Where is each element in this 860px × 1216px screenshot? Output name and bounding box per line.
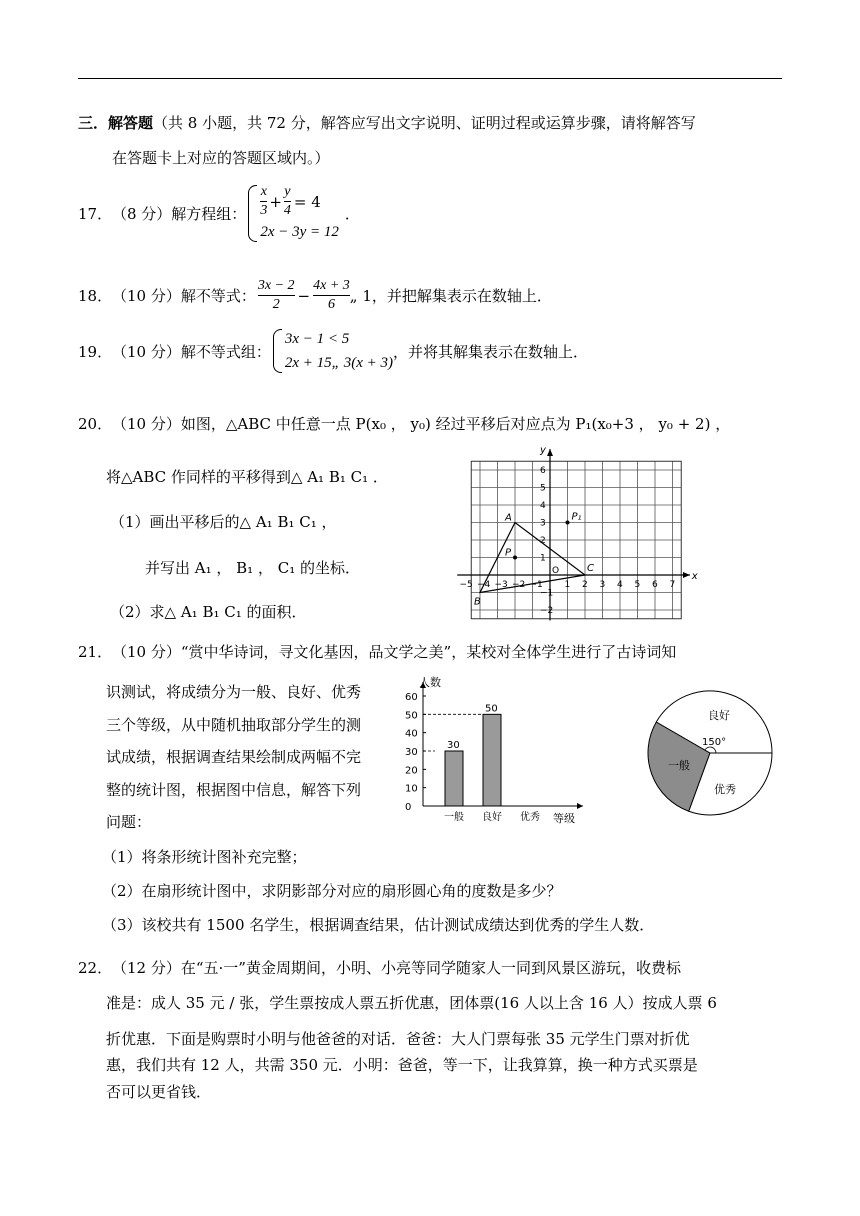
q21-para-line: 试成绩，根据调查结果绘制成两幅不完	[106, 748, 362, 766]
y-tick-label: −1	[540, 588, 554, 599]
point-dot	[566, 521, 570, 525]
grid-axes	[457, 445, 698, 621]
bar-category-label: 一般	[444, 812, 464, 823]
point-label: C	[587, 563, 594, 574]
section-desc: （共 8 小题，共 72 分，解答应写出文字说明、证明过程或运算步骤，请将解答写	[153, 114, 696, 132]
section-title: 三．解答题	[78, 114, 154, 132]
y-tick-label: 6	[540, 466, 546, 476]
q19-ineq2: 2x + 15„ 3(x + 3)	[284, 355, 394, 371]
q22-line: 准是：成人 35 元 / 张，学生票按成人票五折优惠，团体票(16 人以上含 16 人）按成人票 6	[106, 994, 717, 1012]
bar-y-tick-label: 40	[405, 728, 418, 740]
bar-y-tick-label: 60	[405, 692, 418, 703]
x-tick-label: 2	[582, 580, 588, 590]
q17-text: （8 分）解方程组：	[112, 205, 247, 223]
q20-sub2: （2）求△ A₁ B₁ C₁ 的面积．	[110, 603, 307, 621]
bar	[445, 751, 463, 806]
bar-xlabel: 等级	[553, 812, 575, 825]
q21-para-line: 三个等级，从中随机抽取部分学生的测	[106, 715, 362, 734]
bar	[483, 714, 501, 806]
q17-end: ．	[344, 205, 360, 223]
coordinate-grid	[455, 440, 715, 616]
q21-para-line: 整的统计图，根据图中信息，解答下列	[106, 780, 362, 799]
x-tick-label: 5	[634, 580, 641, 590]
q17-system: $\frac{x}{3}$ + $\frac{y}{4}$ = 4 2x − 3y = 12	[246, 183, 339, 244]
q22-number: 22．	[78, 959, 113, 977]
bar-chart	[395, 670, 595, 830]
y-tick-label: 5	[540, 483, 546, 494]
q21-number: 21．	[78, 643, 113, 661]
q19-system	[271, 327, 393, 375]
y-tick-label: 2	[540, 536, 546, 546]
q17-eq2: 2x − 3y = 12	[260, 224, 339, 240]
pie-label-general: 一般	[668, 759, 690, 772]
triangle-abc	[474, 512, 594, 608]
q21-para-line: 问题：	[106, 813, 152, 831]
y-axis-label: y	[540, 444, 546, 456]
x-tick-label: −2	[512, 580, 526, 590]
x-axis-label: x	[691, 571, 698, 582]
q18-frac2-num: 4x + 3	[313, 277, 350, 296]
bar-chart-ticks	[405, 692, 483, 813]
x-tick-label: 1	[564, 580, 571, 590]
bar-y-tick-label: 0	[405, 802, 412, 813]
bar-y-tick-label: 50	[405, 710, 418, 722]
q22-line: 惠，我们共有 12 人，共需 350 元．小明：爸爸，等一下，让我算算，换一种方式买票是	[106, 1056, 698, 1074]
q18-relation: „ 1	[349, 286, 372, 305]
q18-frac1-num: 3x − 2	[258, 277, 295, 296]
question-19	[78, 327, 588, 375]
x-tick-label: 7	[669, 580, 676, 590]
x-tick-label: −5	[459, 580, 473, 590]
q17-number: 17．	[78, 205, 113, 223]
x-tick-label: 4	[617, 580, 623, 590]
q20-number: 20．	[78, 415, 113, 433]
question-22	[78, 957, 681, 978]
q17-frac2-den: 4	[283, 203, 291, 218]
bar-x-arrow	[577, 803, 583, 809]
y-tick-label: 3	[540, 518, 546, 529]
q18-frac2-den: 6	[327, 297, 335, 312]
q17-frac2-num: y	[284, 183, 291, 202]
q18-text: （10 分）解不等式：	[112, 287, 256, 305]
y-tick-label: 1	[540, 553, 546, 564]
q21-para-line: 识测试，将成绩分为一般、良好、优秀	[106, 683, 362, 701]
top-rule	[78, 78, 782, 79]
x-axis-arrow	[683, 572, 690, 578]
point-dot	[513, 556, 517, 560]
bar-category-label: 良好	[482, 812, 502, 823]
pie-angle-label: 150°	[702, 737, 727, 748]
q20-sub1: （1）画出平移后的△ A₁ B₁ C₁ ，	[110, 513, 337, 531]
q19-number: 19．	[78, 342, 113, 361]
pie-label-good: 良好	[708, 709, 730, 722]
bar-data-label: 50	[485, 703, 498, 715]
point-label: P₁	[571, 511, 582, 523]
q19-ineq1: 3x − 1 < 5	[284, 331, 350, 347]
x-tick-label: −1	[529, 580, 543, 590]
q20-line1: （10 分）如图，△ABC 中任意一点 P(x₀ ， y₀) 经过平移后对应点为 P₁(x₀+3 ， y₀ + 2) ，	[112, 415, 731, 433]
bar-chart-bars	[444, 703, 540, 823]
q20-sub1b: 并写出 A₁ ， B₁ ， C₁ 的坐标．	[145, 559, 360, 577]
y-tick-label: −2	[540, 606, 554, 616]
y-tick-label: 4	[540, 501, 546, 511]
question-18: 18． （10 分）解不等式： $\frac{3x - 2}{2}$ − $\frac{4x + 3}{6}$ „ 1 ，并把解集表示在数轴上．	[78, 278, 552, 312]
pie-chart	[640, 685, 780, 825]
y-axis-arrow	[547, 449, 553, 456]
q21-sub3: （3）该校共有 1500 名学生，根据调查结果，估计测试成绩达到优秀的学生人数．	[102, 916, 655, 934]
q21-paragraph	[106, 676, 361, 839]
q21-line1: （10 分）“赏中华诗词，寻文化基因，品文学之美”，某校对全体学生进行了古诗词知	[112, 643, 677, 661]
point-label: P	[505, 547, 512, 559]
point-label: A	[505, 512, 512, 524]
bar-y-tick-label: 10	[405, 783, 418, 795]
question-17	[78, 183, 360, 244]
bar-ylabel: 人数	[419, 676, 441, 689]
x-tick-label: 6	[652, 580, 658, 590]
q22-line: 否可以更省钱．	[106, 1083, 212, 1101]
bar-y-tick-label: 30	[405, 747, 418, 758]
q19-text: （10 分）解不等式组：	[112, 342, 271, 361]
q21-sub2: （2）在扇形统计图中，求阴影部分对应的扇形圆心角的度数是多少？	[102, 882, 562, 900]
q21-sub1: （1）将条形统计图补充完整；	[102, 848, 307, 866]
point-label: B	[474, 596, 481, 608]
grid-lines	[471, 461, 681, 619]
q18-tail: ，并把解集表示在数轴上．	[371, 287, 552, 305]
q18-frac1-den: 2	[272, 297, 280, 312]
section-header	[78, 112, 696, 133]
q20-line2: 将△ABC 作同样的平移得到△ A₁ B₁ C₁ ．	[106, 468, 388, 486]
q17-eq1-rhs: = 4	[293, 192, 321, 211]
x-tick-label: −3	[494, 580, 508, 590]
q18-number: 18．	[78, 287, 113, 305]
x-tick-label: O	[552, 566, 560, 576]
bar-data-label: 30	[447, 740, 460, 751]
q22-line: 折优惠．下面是购票时小明与他爸爸的对话．爸爸：大人门票每张 35 元学生门票对折优	[106, 1030, 690, 1048]
x-tick-label: 3	[599, 580, 606, 590]
q22-line: （12 分）在“五·一”黄金周期间，小明、小亮等同学随家人一同到风景区游玩，收费标	[112, 959, 681, 977]
bar-y-tick-label: 20	[405, 765, 418, 777]
x-tick-label: −4	[477, 580, 491, 590]
bar-category-label: 优秀	[520, 812, 540, 823]
section-desc-2: 在答题卡上对应的答题区域内。）	[112, 149, 330, 167]
question-20	[78, 413, 730, 434]
question-21	[78, 641, 676, 662]
q19-tail: ，并将其解集表示在数轴上．	[393, 342, 589, 361]
q17-frac1-den: 3	[260, 203, 268, 218]
q17-frac1-num: x	[260, 183, 267, 202]
pie-label-excellent: 优秀	[714, 783, 736, 796]
